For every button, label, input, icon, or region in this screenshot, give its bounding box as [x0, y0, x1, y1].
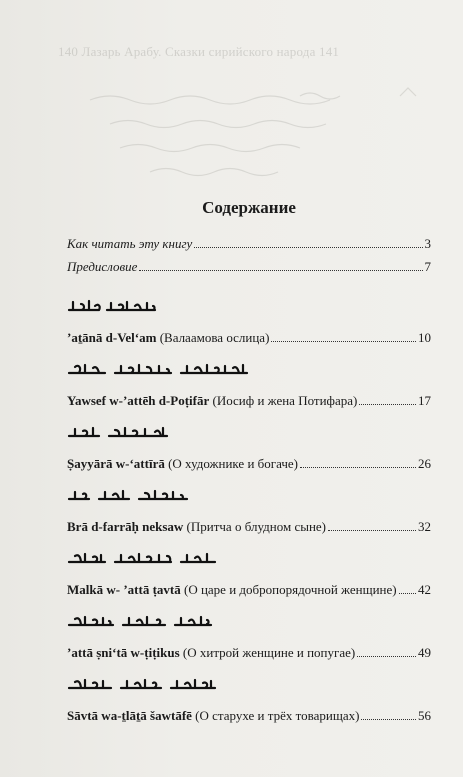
- toc-entry-transliteration: Malkā w- ʼattā ṭavtā: [67, 582, 181, 597]
- toc-entry-transliteration: Ṣayyārā w-ʻattīrā: [67, 456, 165, 471]
- syriac-heading-icon: [67, 487, 191, 505]
- toc-entry-translation: (Иосиф и жена Потифара): [209, 393, 358, 408]
- toc-leader-dots: [399, 592, 416, 594]
- syriac-heading-icon: [67, 424, 171, 442]
- toc-entry-translation: (О хитрой женщине и попугае): [179, 645, 356, 660]
- toc-entry: [67, 645, 431, 661]
- toc-entry-transliteration: Brā d-farrāḥ neksaw: [67, 519, 184, 534]
- toc-leader-dots: [194, 246, 422, 248]
- syriac-heading-icon: [67, 550, 219, 568]
- toc-leader-dots: [271, 340, 416, 342]
- toc-leader-dots: [357, 655, 416, 657]
- toc-entry-transliteration: ʼattā ṣniʻtā w-ṭiṭikus: [67, 645, 180, 660]
- toc-page-number: 17: [418, 393, 431, 408]
- toc-page-number: 42: [418, 582, 431, 597]
- page-title: Содержание: [202, 198, 296, 217]
- toc-page-number: 7: [424, 259, 431, 274]
- toc-entry-translation: (О старухе и трёх товарищах): [191, 708, 360, 723]
- toc-entry: [67, 259, 431, 275]
- toc-leader-dots: [361, 718, 416, 720]
- toc-entry-transliteration: Yawsef w-ʼattēh d-Poṭifār: [67, 393, 210, 408]
- toc-entry: [67, 582, 431, 598]
- toc-entry-translation: (Валаамова ослица): [156, 330, 270, 345]
- toc-leader-dots: [328, 529, 416, 531]
- toc-leader-dots: [300, 466, 416, 468]
- syriac-heading-icon: [67, 298, 159, 316]
- toc-entry-translation: (Притча о блудном сыне): [183, 519, 327, 534]
- toc-entry-translation: (О царе и добропорядочной женщине): [180, 582, 397, 597]
- syriac-heading-icon: [67, 613, 215, 631]
- toc-entry-title: Предисловие: [67, 259, 138, 274]
- toc-leader-dots: [139, 269, 422, 271]
- toc-leader-dots: [359, 403, 416, 405]
- toc-entry: [67, 708, 431, 724]
- ghost-running-header: 140 Лазарь Арабу. Сказки сирийского народа 141: [58, 44, 340, 59]
- toc-entry-title: Как читать эту книгу: [67, 236, 193, 251]
- syriac-heading-icon: [67, 676, 219, 694]
- toc-entry: [67, 330, 431, 346]
- toc-page-number: 3: [424, 236, 431, 251]
- toc-page-number: 26: [418, 456, 431, 471]
- toc-page-number: 56: [418, 708, 431, 723]
- toc-entry: [67, 519, 431, 535]
- toc-entry-translation: (О художнике и богаче): [164, 456, 298, 471]
- toc-entry: [67, 393, 431, 409]
- toc-entry: [67, 236, 431, 252]
- toc-page-number: 10: [418, 330, 431, 345]
- toc-page-number: 49: [418, 645, 431, 660]
- syriac-heading-icon: [67, 361, 251, 379]
- toc-page-number: 32: [418, 519, 431, 534]
- toc-entry-transliteration: ʼaṯānā d-Velʻam: [67, 330, 157, 345]
- toc-entry: [67, 456, 431, 472]
- toc-entry-transliteration: Sāvtā wa-ṯlāṯā šawtāfē: [67, 708, 192, 723]
